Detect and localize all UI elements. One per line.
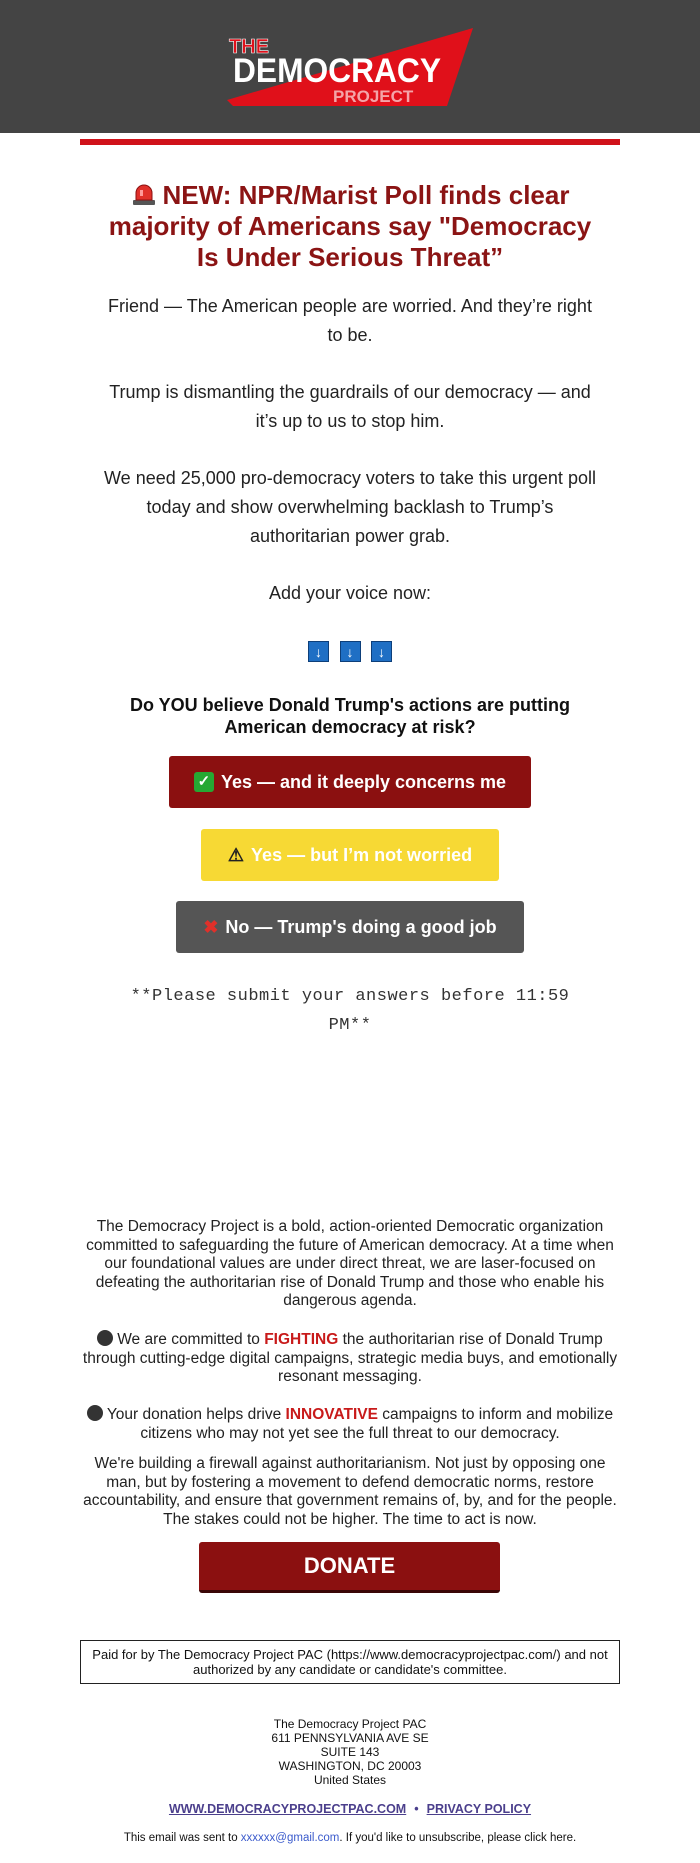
about-paragraph: The Democracy Project is a bold, action-oriented Democratic organization committed to safeguarding the future of American democracy. At a time when our foundational values are under direct threat, we are laser-focused on defeating the authoritarian rise of Donald Trump and those who enable his dangerous agenda. xyxy=(86,1218,614,1309)
unsubscribe-link[interactable]: . If you'd like to unsubscribe, please click here. xyxy=(339,1832,577,1844)
link-separator: • xyxy=(414,1802,419,1816)
down-arrow-icon: ↓ xyxy=(308,641,329,662)
warning-icon: ⚠ xyxy=(227,844,245,865)
innovative-text-before: Your donation helps drive xyxy=(106,1406,286,1423)
recipient-email: xxxxxx@gmail.com xyxy=(240,1832,340,1844)
poll-question: Do YOU believe Donald Trump's actions are putting American democracy at risk? xyxy=(129,695,571,737)
logo-text-democracy: DEMOCRACY xyxy=(233,52,442,90)
check-icon: ✓ xyxy=(194,772,214,792)
website-link[interactable]: WWW.DEMOCRACYPROJECTPAC.COM xyxy=(168,1802,407,1816)
privacy-policy-link[interactable]: PRIVACY POLICY xyxy=(426,1802,532,1816)
logo-text-project: PROJECT xyxy=(333,87,414,106)
fighting-text-after: the authoritarian rise of Donald Trump through cutting-edge digital campaigns, strategic media buys, and emotionally resonant messaging. xyxy=(82,1331,618,1385)
call-to-action-text: Add your voice now: xyxy=(268,583,432,603)
yes-not-worried-button[interactable] xyxy=(201,829,499,881)
cross-icon: ✖ xyxy=(203,916,219,937)
black-circle-icon xyxy=(97,1330,113,1346)
paid-for-disclaimer: Paid for by The Democracy Project PAC (https://www.democracyprojectpac.com/) and not authorized by any candidate or candidate's committee. xyxy=(80,1640,620,1684)
address-line: SUITE 143 xyxy=(320,1745,380,1759)
address-line: United States xyxy=(313,1773,387,1787)
black-circle-icon xyxy=(87,1405,103,1421)
email-header xyxy=(0,0,700,133)
logo-text-the: THE xyxy=(229,36,269,58)
headline xyxy=(95,180,605,273)
footer-links xyxy=(150,1802,550,1816)
fighting-highlight: FIGHTING xyxy=(264,1331,339,1348)
mailing-address xyxy=(200,1717,500,1787)
down-arrow-icon: ↓ xyxy=(371,641,392,662)
unsub-text-before: This email was sent to xyxy=(123,1832,241,1844)
yes-concerned-button[interactable] xyxy=(169,756,531,808)
no-good-job-button[interactable] xyxy=(176,901,524,953)
siren-icon xyxy=(131,182,157,206)
yes-concerned-label: Yes — and it deeply concerns me xyxy=(220,771,507,792)
red-divider xyxy=(80,139,620,145)
intro-paragraph: Friend — The American people are worried. And they’re right to be. xyxy=(108,296,592,345)
innovative-paragraph xyxy=(82,1405,618,1443)
poll-request-paragraph: We need 25,000 pro-democracy voters to take this urgent poll today and show overwhelming backlash to Trump’s authoritarian power grab. xyxy=(104,468,596,546)
yes-not-worried-label: Yes — but I’m not worried xyxy=(251,844,473,865)
address-line: The Democracy Project PAC xyxy=(273,1717,427,1731)
innovative-highlight: INNOVATIVE xyxy=(285,1406,378,1423)
firewall-paragraph: We're building a firewall against authoritarianism. Not just by opposing one man, but by fostering a movement to defend democratic norms, restore accountability, and ensure that government remains of, by, and for the people. The stakes could not be higher. The time to act is now. xyxy=(83,1455,617,1528)
address-line: 611 PENNSYLVANIA AVE SE xyxy=(271,1731,429,1745)
deadline-notice: **Please submit your answers before 11:59 PM** xyxy=(130,987,570,1035)
down-arrows xyxy=(308,641,392,662)
fighting-text-before: We are committed to xyxy=(117,1331,265,1348)
innovative-text-after: campaigns to inform and mobilize citizens who may not yet see the full threat to our democracy. xyxy=(140,1406,614,1442)
fighting-paragraph xyxy=(82,1330,618,1387)
donate-button[interactable]: DONATE xyxy=(199,1542,500,1593)
headline-text: NEW: NPR/Marist Poll finds clear majority of Americans say "Democracy Is Under Serious Threat” xyxy=(108,180,592,272)
address-line: WASHINGTON, DC 20003 xyxy=(278,1759,422,1773)
down-arrow-icon: ↓ xyxy=(340,641,361,662)
trump-paragraph: Trump is dismantling the guardrails of our democracy — and it’s up to us to stop him. xyxy=(109,382,591,431)
democracy-project-logo[interactable] xyxy=(215,28,485,108)
unsubscribe-notice xyxy=(80,1832,620,1844)
no-good-job-label: No — Trump's doing a good job xyxy=(225,916,497,937)
